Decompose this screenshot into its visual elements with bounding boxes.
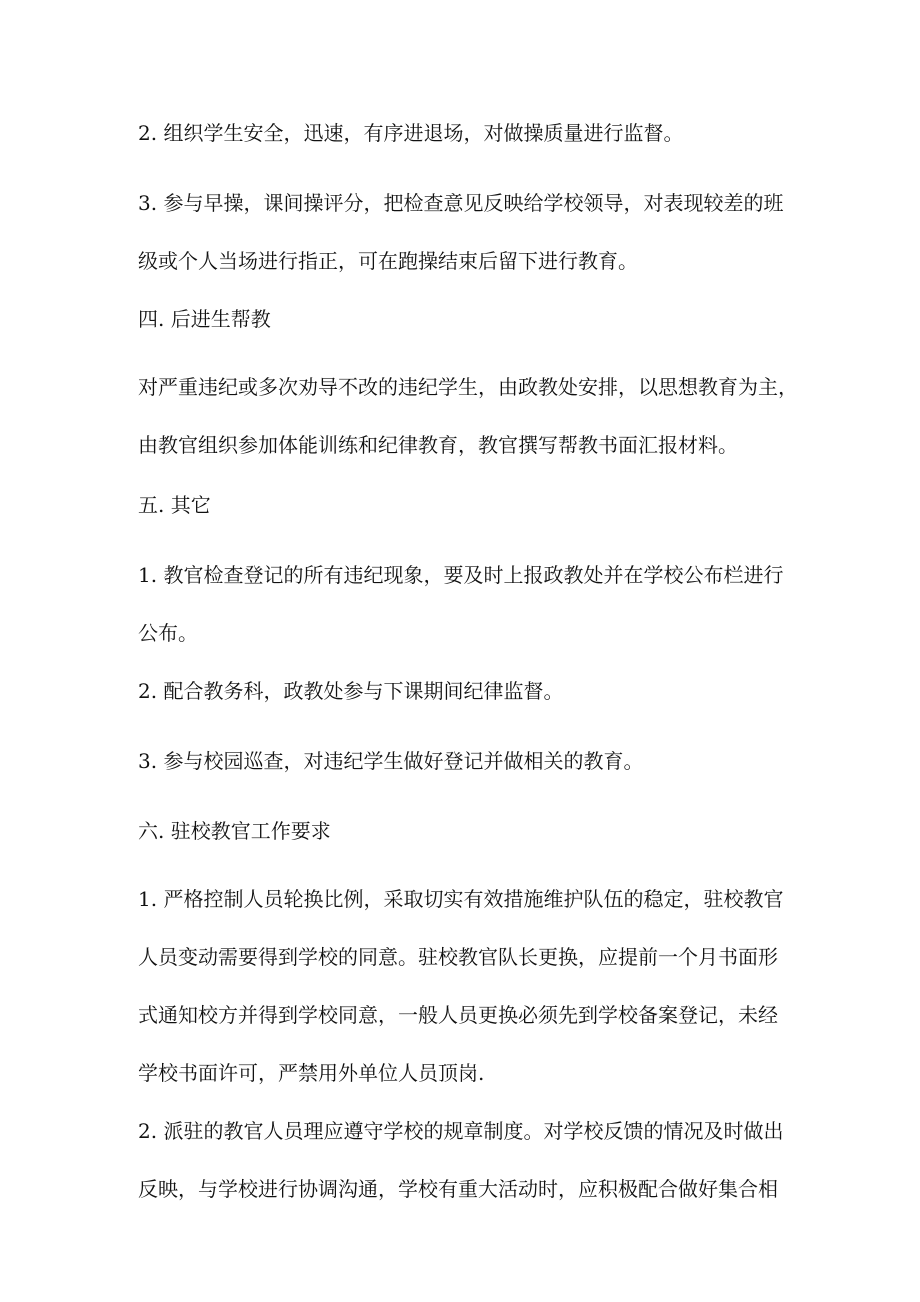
text-line: 2. 配合教务科，政教处参与下课期间纪律监督。: [138, 679, 564, 703]
paragraph-5-3: [138, 732, 798, 790]
text-line: 对严重违纪或多次劝导不改的违纪学生，由政教处安排，以思想教育为主，: [138, 375, 798, 399]
text-line: 反映，与学校进行协调沟通，学校有重大活动时，应积极配合做好集合相: [138, 1177, 778, 1201]
heading-section-4: [138, 290, 798, 348]
text-line: 1. 教官检查登记的所有违纪现象，要及时上报政教处并在学校公布栏进行: [138, 563, 784, 587]
section-heading: 六. 驻校教官工作要求: [138, 819, 331, 843]
heading-section-5: [138, 476, 798, 534]
paragraph-section-4-body: [138, 358, 798, 474]
text-line: 1. 严格控制人员轮换比例，采取切实有效措施维护队伍的稳定，驻校教官: [138, 887, 784, 911]
paragraph-5-1: [138, 546, 798, 662]
text-line: 3. 参与早操，课间操评分，把检查意见反映给学校领导，对表现较差的班: [138, 191, 784, 215]
text-line: 式通知校方并得到学校同意，一般人员更换必须先到学校备案登记，未经: [138, 1003, 778, 1027]
text-line: 公布。: [138, 621, 198, 645]
text-line: 级或个人当场进行指正，可在跑操结束后留下进行教育。: [138, 249, 638, 273]
text-line: 由教官组织参加体能训练和纪律教育，教官撰写帮教书面汇报材料。: [138, 433, 738, 457]
heading-section-6: [138, 802, 798, 860]
paragraph-6-2: [138, 1102, 798, 1218]
section-heading: 四. 后进生帮教: [138, 307, 271, 331]
paragraph-5-2: [138, 662, 798, 720]
section-heading: 五. 其它: [138, 493, 211, 517]
paragraph-6-1: [138, 870, 798, 1102]
text-line: 人员变动需要得到学校的同意。驻校教官队长更换，应提前一个月书面形: [138, 945, 778, 969]
text-line: 3. 参与校园巡查，对违纪学生做好登记并做相关的教育。: [138, 749, 644, 773]
text-line: 学校书面许可，严禁用外单位人员顶岗.: [138, 1061, 485, 1085]
paragraph-3-exercise-scoring: [138, 174, 798, 290]
text-line: 2. 组织学生安全，迅速，有序进退场，对做操质量进行监督。: [138, 121, 684, 145]
text-line: 2. 派驻的教官人员理应遵守学校的规章制度。对学校反馈的情况及时做出: [138, 1119, 784, 1143]
paragraph-2-organize: [138, 104, 798, 162]
